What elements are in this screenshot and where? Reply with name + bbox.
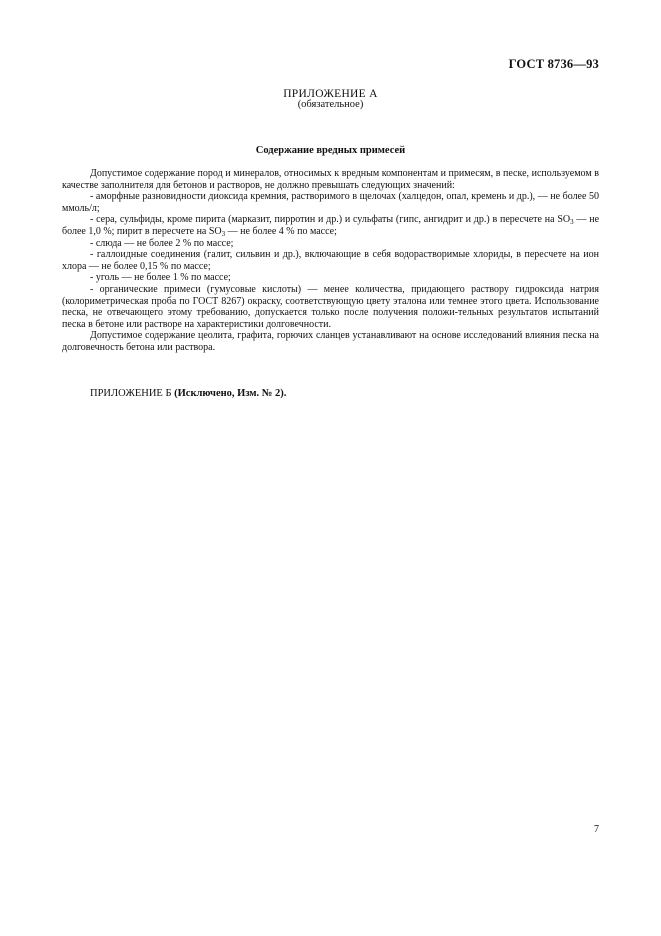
paragraph-mica: - слюда — не более 2 % по массе; [90, 237, 234, 249]
appendix-b-status: (Исключено, Изм. № 2). [174, 388, 287, 399]
body-text [62, 168, 599, 354]
paragraph-amorphous-silica: - аморфные разновидности диоксида кремния, растворимого в щелочах (халцедон, опал, кремень и др.), — не более 50 ммоль/л; [62, 191, 599, 214]
standard-code: ГОСТ 8736—93 [508, 57, 599, 71]
paragraph-coal: - уголь — не более 1 % по массе; [90, 272, 231, 284]
paragraph-sulfur [62, 214, 599, 237]
so3-subscript: 3 [570, 218, 574, 227]
paragraph-halide: - галлоидные соединения (галит, сильвин и др.), включающие в себя водорастворимые хлориды, в пересчете на ион хлора — не более 0,15 % по массе; [62, 249, 599, 272]
sulfur-text-part3: — не более 4 % по массе; [225, 225, 337, 237]
appendix-a-title: ПРИЛОЖЕНИЕ А [283, 88, 378, 100]
paragraph-organic: - органические примеси (гумусовые кислоты) — менее количества, придающего раствору гидроксида натрия (колориметрическая проба по ГОСТ 8267) окраску, соответствующую цвету эталона или темнее этого цвета. Использование песка, не отвечающего этому требованию, допускается только после получения положи-тельных результатов испытаний песка в бетоне или растворе на характеристики долговечности. [62, 283, 599, 330]
appendix-b-label: ПРИЛОЖЕНИЕ Б [90, 388, 172, 399]
appendix-b [90, 388, 286, 400]
page-number: 7 [594, 824, 599, 835]
so3-subscript: 3 [221, 229, 226, 238]
paragraph-zeolite: Допустимое содержание цеолита, графита, горючих сланцев устанавливают на основе исследований влияния песка на долговечность бетона или раствора. [62, 330, 599, 353]
paragraph-intro: Допустимое содержание пород и минералов, относимых к вредным компонентам и примесям, в песке, используемом в качестве заполнителя для бетонов и растворов, не должно превышать следующих значений: [62, 168, 599, 191]
sulfur-text-part2: — не более 1,0 %; пирит в пересчете на SO [62, 214, 600, 237]
section-heading: Содержание вредных примесей [255, 145, 406, 156]
sulfur-text-part1: - сера, сульфиды, кроме пирита (марказит, пирротин и др.) и сульфаты (гипс, ангидрит и др.) в пересчете на SO [90, 214, 571, 226]
appendix-a-note: (обязательное) [297, 99, 364, 110]
